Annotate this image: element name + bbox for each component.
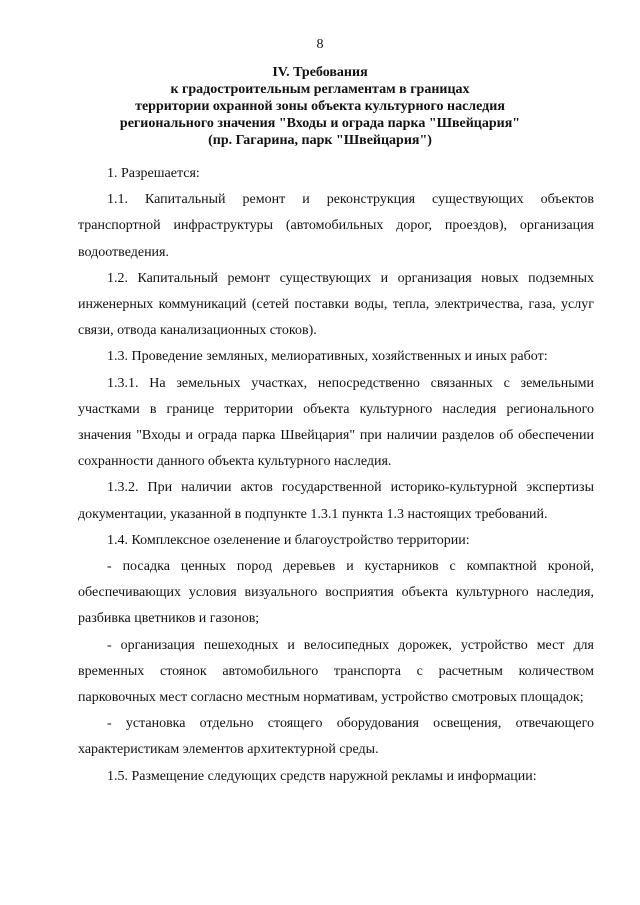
paragraph-1-3-1: 1.3.1. На земельных участках, непосредственно связанных с земельными участками в границе территории объекта культурного наследия регионального значения "Входы и ограда парка Швейцария" при наличии разделов об обеспечении сохранности данного объекта культурного наследия. xyxy=(78,375,594,470)
paragraph-1-2: 1.2. Капитальный ремонт существующих и организация новых подземных инженерных коммуникаций (сетей поставки воды, тепла, электричества, газа, услуг связи, отвода канализационных стоков). xyxy=(78,270,594,339)
page-number: 8 xyxy=(316,37,324,52)
list-item-lighting: - установка отдельно стоящего оборудования освещения, отвечающего характеристикам элементов архитектурной среды. xyxy=(78,716,594,758)
paragraph-1-4: 1.4. Комплексное озеленение и благоустройство территории: xyxy=(107,532,470,548)
paragraph-1-3-2: 1.3.2. При наличии актов государственной историко-культурной экспертизы документации, указанной в подпункте 1.3.1 пункта 1.3 настоящих требований. xyxy=(78,480,594,522)
list-item-paths-parking: - организация пешеходных и велосипедных дорожек, устройство мест для временных стоянок автомобильного транспорта с расчетным количеством парковочных мест согласно местным нормативам, устройство смотровых площадок; xyxy=(78,637,594,706)
paragraph-1-3: 1.3. Проведение земляных, мелиоративных, хозяйственных и иных работ: xyxy=(107,349,548,365)
paragraph-1-1: 1.1. Капитальный ремонт и реконструкция существующих объектов транспортной инфраструктуры (автомобильных дорог, проездов), организация водоотведения. xyxy=(78,192,594,260)
heading-line: регионального значения "Входы и ограда парка "Швейцария" xyxy=(119,116,521,131)
heading-line: (пр. Гагарина, парк "Швейцария") xyxy=(208,133,432,148)
section-heading xyxy=(60,64,580,149)
heading-line: территории охранной зоны объекта культурного наследия xyxy=(135,99,505,114)
paragraph-1: 1. Разрешается: xyxy=(107,166,200,181)
paragraph-1-5: 1.5. Размещение следующих средств наружной рекламы и информации: xyxy=(107,768,537,784)
heading-line: к градостроительным регламентам в границах xyxy=(170,82,470,97)
heading-line-section-title: IV. Требования xyxy=(272,65,368,80)
document-body xyxy=(78,161,594,790)
list-item-planting: - посадка ценных пород деревьев и кустарников с компактной кроной, обеспечивающих условия визуального восприятия объекта культурного наследия, разбивка цветников и газонов; xyxy=(78,559,594,627)
